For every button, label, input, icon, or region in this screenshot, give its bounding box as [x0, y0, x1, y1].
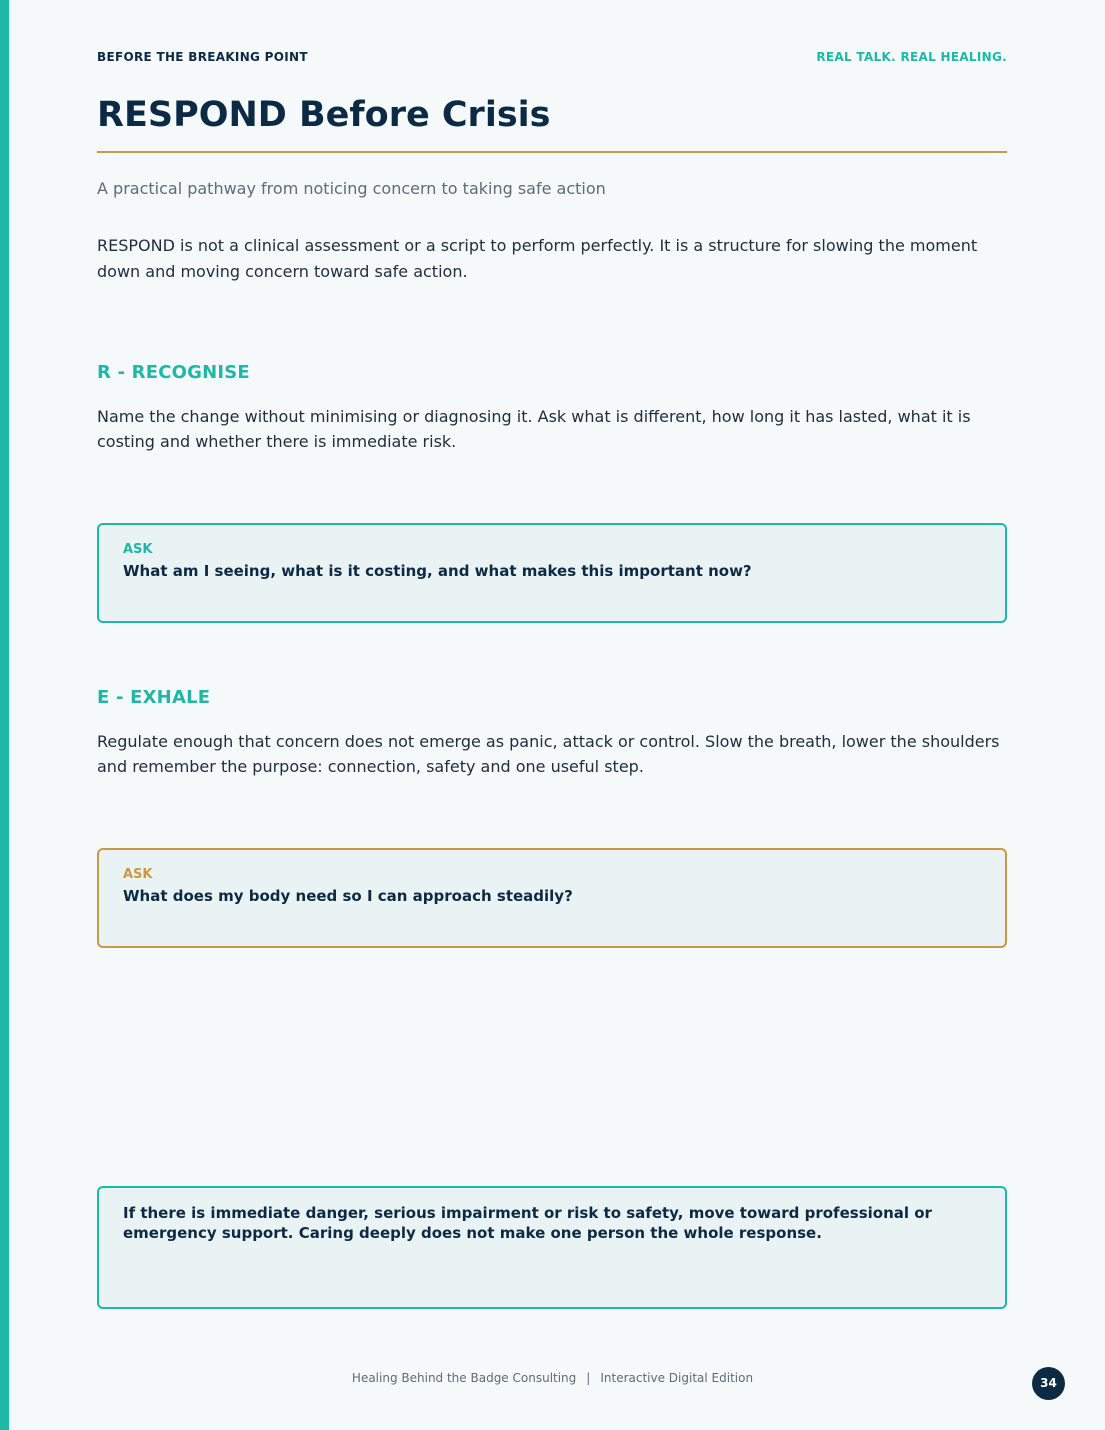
ask-callout-recognise: [97, 523, 1007, 623]
callout-label: ASK: [123, 542, 153, 557]
left-accent-bar: [0, 0, 9, 1430]
safety-note-callout: [97, 1186, 1007, 1309]
page-subtitle: A practical pathway from noticing concern to taking safe action: [97, 179, 606, 198]
footer-org: Healing Behind the Badge Consulting: [351, 1371, 577, 1385]
section-body-recognise: Name the change without minimising or diagnosing it. Ask what is different, how long it has lasted, what it is costing and whether there is immediate risk.: [97, 407, 971, 451]
running-header-left: BEFORE THE BREAKING POINT: [97, 50, 308, 64]
footer-separator: |: [586, 1371, 591, 1385]
intro-paragraph: RESPOND is not a clinical assessment or a script to perform perfectly. It is a structure for slowing the moment down and moving concern toward safe action.: [97, 236, 978, 281]
callout-question: What does my body need so I can approach steadily?: [123, 887, 573, 905]
page-number-badge: 34: [1032, 1367, 1065, 1400]
section-body-exhale: Regulate enough that concern does not emerge as panic, attack or control. Slow the breath, lower the shoulders and remember the purpose: connection, safety and one useful step.: [97, 732, 1000, 776]
page-title: RESPOND Before Crisis: [97, 95, 551, 135]
section-heading-recognise: R - RECOGNISE: [97, 362, 250, 383]
footer-edition: Interactive Digital Edition: [600, 1371, 754, 1385]
running-header-right: REAL TALK. REAL HEALING.: [816, 50, 1007, 64]
callout-label: ASK: [123, 867, 153, 882]
callout-question: What am I seeing, what is it costing, and what makes this important now?: [123, 562, 752, 580]
ask-callout-exhale: [97, 848, 1007, 948]
safety-note-text: If there is immediate danger, serious impairment or risk to safety, move toward professional or emergency support. Caring deeply does not make one person the whole response.: [123, 1204, 932, 1242]
page-footer: [0, 1371, 1105, 1385]
section-heading-exhale: E - EXHALE: [97, 687, 211, 708]
title-divider: [97, 151, 1007, 153]
